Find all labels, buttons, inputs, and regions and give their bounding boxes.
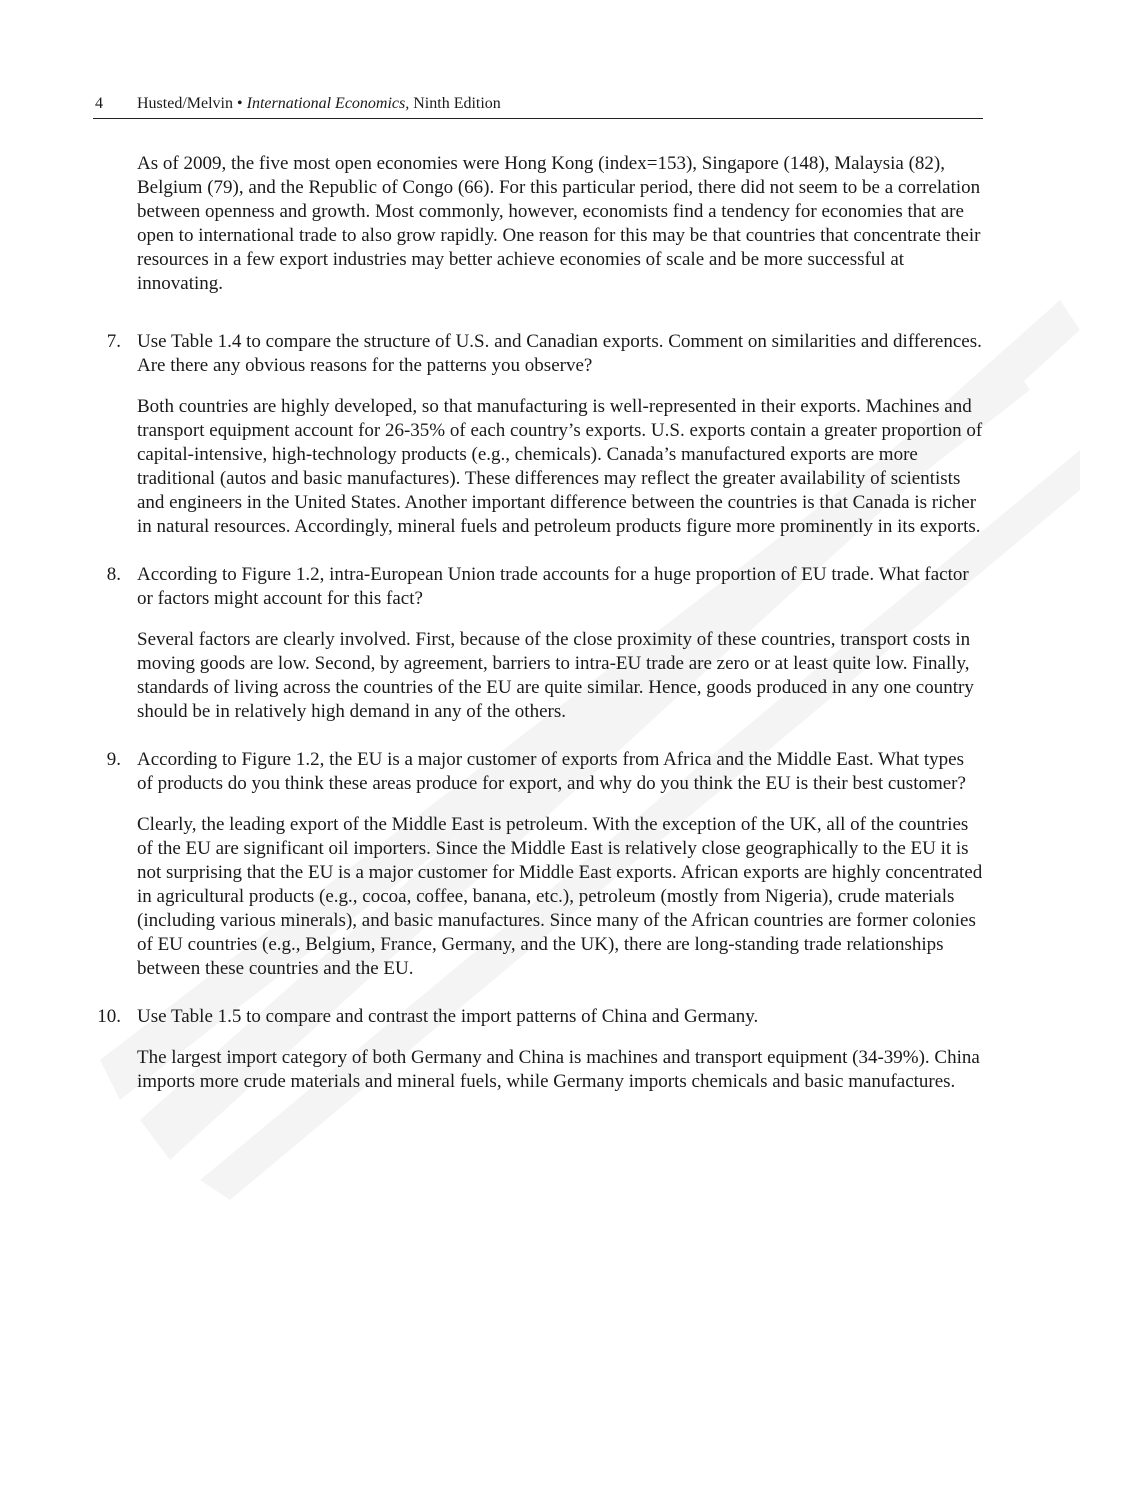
running-header <box>93 94 983 119</box>
running-title <box>137 94 501 114</box>
header-authors: Husted/Melvin <box>137 95 233 112</box>
page-body <box>97 152 983 1094</box>
question-9-text: According to Figure 1.2, the EU is a major customer of exports from Africa and the Middle East. What types of products do you think these areas produce for export, and why do you think the EU is their best customer? <box>137 749 966 794</box>
question-8-number: 8. <box>106 564 121 585</box>
answer-7: Both countries are highly developed, so that manufacturing is well-represented in their exports. Machines and transport equipment account for 26-35% of each country’s exports. U.S. exports contain a greater proportion of capital-intensive, high-technology products (e.g., chemicals). Canada’s manufactured exports are more traditional (autos and basic manufactures). These differences may reflect the greater availability of scientists and engineers in the United States. Another important difference between the countries is that Canada is richer in natural resources. Accordingly, mineral fuels and petroleum products figure more prominently in its exports. <box>137 396 983 537</box>
question-8 <box>106 563 983 611</box>
page-number: 4 <box>95 95 103 112</box>
question-9-number: 9. <box>106 749 121 770</box>
question-7-number: 7. <box>106 331 121 352</box>
header-edition: Ninth Edition <box>413 95 501 112</box>
question-9 <box>106 748 983 796</box>
question-7 <box>106 330 983 378</box>
answer-9: Clearly, the leading export of the Middle East is petroleum. With the exception of the UK, all of the countries of the EU are significant oil importers. Since the Middle East is relatively close geographically to the EU it is not surprising that the EU is a major customer for Middle East exports. African exports are highly concentrated in agricultural products (e.g., cocoa, coffee, banana, etc.), petroleum (mostly from Nigeria), crude materials (including various minerals), and basic manufactures. Since many of the African countries are former colonies of EU countries (e.g., Belgium, France, Germany, and the UK), there are long-standing trade relationships between these countries and the EU. <box>137 814 983 979</box>
question-10-text: Use Table 1.5 to compare and contrast the import patterns of China and Germany. <box>137 1006 759 1027</box>
question-8-text: According to Figure 1.2, intra-European Union trade accounts for a huge proportion of EU trade. What factor or factors might account for this fact? <box>137 564 969 609</box>
header-book-title: International Economics, <box>246 95 410 112</box>
question-7-text: Use Table 1.4 to compare the structure of U.S. and Canadian exports. Comment on similarities and differences. Are there any obvious reasons for the patterns you observe? <box>137 331 982 376</box>
answer-10: The largest import category of both Germany and China is machines and transport equipment (34-39%). China imports more crude materials and mineral fuels, while Germany imports chemicals and basic manufactures. <box>137 1047 980 1092</box>
question-10 <box>97 1005 983 1029</box>
answer-6: As of 2009, the five most open economies were Hong Kong (index=153), Singapore (148), Malaysia (82), Belgium (79), and the Republic of Congo (66). For this particular period, there did not seem to be a correlation between openness and growth. Most commonly, however, economists find a tendency for economies that are open to international trade to also grow rapidly. One reason for this may be that countries that concentrate their resources in a few export industries may better achieve economies of scale and be more successful at innovating. <box>137 153 981 294</box>
question-10-number: 10. <box>97 1006 121 1027</box>
answer-8: Several factors are clearly involved. First, because of the close proximity of these countries, transport costs in moving goods are low. Second, by agreement, barriers to intra-EU trade are zero or at least quite low. Finally, standards of living across the countries of the EU are quite similar. Hence, goods produced in any one country should be in relatively high demand in any of the others. <box>137 629 974 722</box>
header-separator: • <box>237 95 243 112</box>
